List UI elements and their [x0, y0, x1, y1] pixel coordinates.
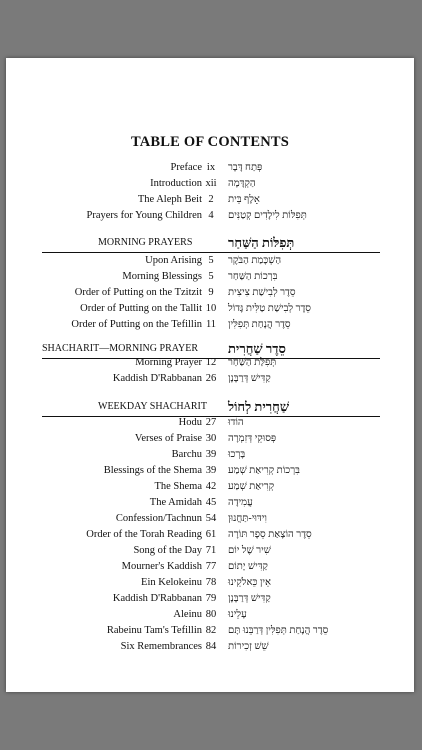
entry-hebrew: הַקְדָּמָה — [228, 178, 256, 189]
entry-title: Kaddish D'Rabbanan — [112, 593, 202, 604]
section-title: WEEKDAY SHACHARIT — [98, 401, 207, 412]
entry-page: 5 — [208, 271, 214, 282]
entry-title: Verses of Praise — [134, 433, 202, 444]
entry-title: Morning Prayer — [135, 357, 202, 368]
toc-entry[interactable] — [6, 160, 414, 176]
toc-entry[interactable] — [6, 176, 414, 192]
entry-title: Order of Putting on the Tallit — [80, 303, 202, 314]
section-title: MORNING PRAYERS — [98, 237, 193, 248]
entry-title: Barchu — [171, 449, 202, 460]
entry-hebrew: סֵדֶר לְבִישַׁת צִיצִית — [228, 287, 296, 298]
toc-entry[interactable] — [6, 269, 414, 285]
entry-page: 71 — [205, 545, 217, 556]
entry-title: Preface — [170, 162, 202, 173]
entry-hebrew: שֵׁשׁ זְכִירוֹת — [228, 641, 269, 652]
entry-title: Confession/Tachnun — [115, 513, 202, 524]
entry-hebrew: בָּרְכוּ — [228, 449, 246, 460]
toc-entry[interactable] — [6, 559, 414, 575]
entry-title: Hodu — [178, 417, 202, 428]
entry-hebrew: קְרִיאַת שְׁמַע — [228, 481, 275, 492]
entry-page: 80 — [205, 609, 217, 620]
toc-entry[interactable] — [6, 317, 414, 333]
entry-hebrew: קַדִּישׁ דְּרַבָּנָן — [228, 593, 271, 604]
entry-page: 79 — [205, 593, 217, 604]
entry-hebrew: סֵדֶר לְבִישַׁת טַלִּית גָּדוֹל — [228, 303, 311, 314]
entry-hebrew: סֵדֶר הֲנָחַת תְּפִלִּין — [228, 319, 291, 330]
entry-title: The Aleph Beit — [137, 194, 202, 205]
entry-page: 84 — [205, 641, 217, 652]
entry-title: Blessings of the Shema — [103, 465, 202, 476]
entry-title: Ein Kelokeinu — [141, 577, 202, 588]
toc-entry[interactable] — [6, 285, 414, 301]
entry-hebrew: פְּסוּקֵי דְּזִמְרָה — [228, 433, 277, 444]
entry-page: xii — [205, 178, 217, 189]
entry-hebrew: הַשְׁכָּמַת הַבֹּקֶר — [228, 255, 282, 266]
section-header-morning-prayers[interactable] — [6, 234, 414, 252]
entry-title: Aleinu — [173, 609, 202, 620]
entry-page: 9 — [208, 287, 214, 298]
toc-entry[interactable] — [6, 208, 414, 224]
toc-entry[interactable] — [6, 301, 414, 317]
entry-title: Song of the Day — [133, 545, 202, 556]
entry-hebrew: עֲמִידָה — [228, 497, 253, 508]
toc-entry[interactable] — [6, 543, 414, 559]
entry-page: 78 — [205, 577, 217, 588]
toc-entry[interactable] — [6, 431, 414, 447]
entry-hebrew: אָלֶף בֵּית — [228, 194, 260, 205]
entry-title: Six Remembrances — [120, 641, 202, 652]
toc-entry[interactable] — [6, 371, 414, 387]
entry-title: Prayers for Young Children — [86, 210, 202, 221]
entry-title: Upon Arising — [145, 255, 202, 266]
section-header-weekday-shacharit[interactable] — [6, 398, 414, 416]
toc-entry[interactable] — [6, 511, 414, 527]
entry-hebrew: אֵין כֵּאלֹקֵינוּ — [228, 577, 272, 588]
entry-hebrew: בִּרְכוֹת הַשַּׁחַר — [228, 271, 278, 282]
entry-page: 54 — [205, 513, 217, 524]
section-title-hebrew: סֵדֶר שַׁחֲרִית — [228, 341, 286, 356]
entry-hebrew: תְּפִלַּת הַשַּׁחַר — [228, 357, 277, 368]
entry-hebrew: סֵדֶר הֲנָחַת תְּפִלִּין דְּרַבֵּנוּ תָּם — [228, 625, 329, 636]
entry-page: 77 — [205, 561, 217, 572]
toc-entry[interactable] — [6, 355, 414, 371]
entry-title: Rabeinu Tam's Tefillin — [106, 625, 202, 636]
toc-entry[interactable] — [6, 607, 414, 623]
entry-hebrew: קַדִּישׁ יָתוֹם — [228, 561, 268, 572]
entry-page: 39 — [205, 449, 217, 460]
entry-hebrew: בִּרְכוֹת קְרִיאַת שְׁמַע — [228, 465, 300, 476]
entry-page: 2 — [208, 194, 214, 205]
toc-entry[interactable] — [6, 495, 414, 511]
entry-page: 12 — [205, 357, 217, 368]
toc-entry[interactable] — [6, 575, 414, 591]
entry-page: 82 — [205, 625, 217, 636]
entry-hebrew: סֵדֶר הוֹצָאַת סֵפֶר תּוֹרָה — [228, 529, 312, 540]
entry-title: Order of Putting on the Tefillin — [71, 319, 202, 330]
entry-title: The Shema — [154, 481, 202, 492]
entry-title: Mourner's Kaddish — [121, 561, 202, 572]
entry-page: 4 — [208, 210, 214, 221]
toc-entry[interactable] — [6, 192, 414, 208]
toc-entry[interactable] — [6, 623, 414, 639]
toc-entry[interactable] — [6, 415, 414, 431]
entry-page: 30 — [205, 433, 217, 444]
entry-title: Morning Blessings — [122, 271, 202, 282]
entry-page: 26 — [205, 373, 217, 384]
toc-entry[interactable] — [6, 527, 414, 543]
toc-entry[interactable] — [6, 447, 414, 463]
entry-page: 5 — [208, 255, 214, 266]
entry-hebrew: תְּפִלּוֹת לִילָדִים קְטַנִּים — [228, 210, 307, 221]
entry-page: 27 — [205, 417, 217, 428]
toc-entry[interactable] — [6, 639, 414, 655]
entry-hebrew: הוֹדוּ — [228, 417, 244, 428]
entry-page: 42 — [205, 481, 217, 492]
section-title: SHACHARIT—MORNING PRAYER — [42, 343, 199, 354]
entry-hebrew: עָלֵינוּ — [228, 609, 247, 620]
section-title-hebrew: שַׁחֲרִית לְחוֹל — [228, 399, 290, 414]
entry-title: Kaddish D'Rabbanan — [112, 373, 202, 384]
document-page — [6, 58, 414, 692]
entry-page: 39 — [205, 465, 217, 476]
entry-title: The Amidah — [149, 497, 202, 508]
entry-hebrew: פְּתַח דָּבָר — [228, 162, 263, 173]
entry-hebrew: קַדִּישׁ דְּרַבָּנָן — [228, 373, 271, 384]
toc-entry[interactable] — [6, 463, 414, 479]
entry-title: Order of Putting on the Tzitzit — [74, 287, 202, 298]
entry-page: 11 — [205, 319, 217, 330]
entry-page: 45 — [205, 497, 217, 508]
entry-hebrew: שִׁיר שֶׁל יוֹם — [228, 545, 271, 556]
entry-title: Order of the Torah Reading — [86, 529, 202, 540]
entry-page: 61 — [205, 529, 217, 540]
page-title: TABLE OF CONTENTS — [130, 134, 290, 150]
entry-page: ix — [206, 162, 216, 173]
entry-page: 10 — [205, 303, 217, 314]
toc-entry[interactable] — [6, 479, 414, 495]
entry-title: Introduction — [150, 178, 202, 189]
section-title-hebrew: תְּפִלּוֹת הַשַּׁחַר — [228, 235, 295, 250]
toc-entry[interactable] — [6, 253, 414, 269]
entry-hebrew: וִידּוּי-תַּחֲנוּן — [228, 513, 267, 524]
toc-entry[interactable] — [6, 591, 414, 607]
